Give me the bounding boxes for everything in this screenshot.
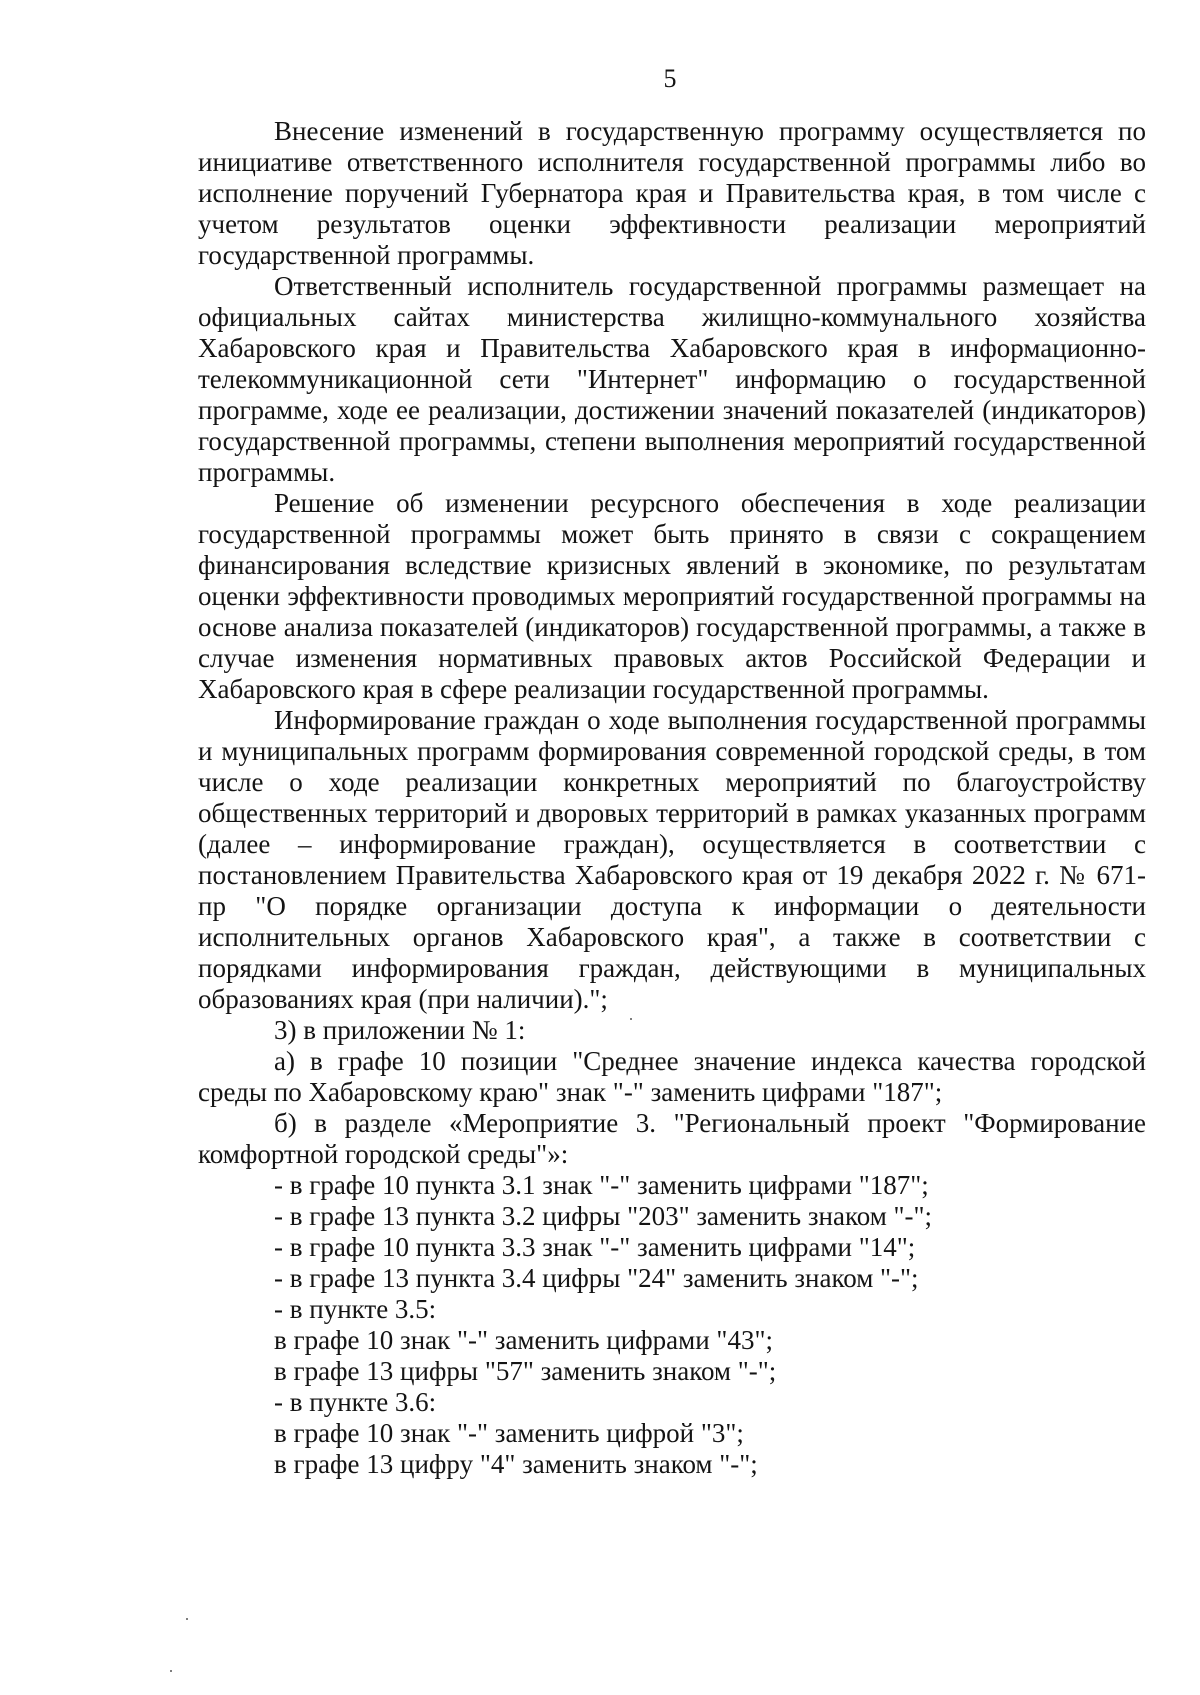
document-body — [198, 116, 1146, 1480]
list-item: - в пункте 3.5: — [274, 1294, 437, 1324]
paragraph-item-b: б) в разделе «Мероприятие 3. "Региональный проект "Формирование комфортной городской среды"»: — [198, 1108, 1146, 1169]
list-item: в графе 13 цифры "57" заменить знаком "-"; — [274, 1356, 777, 1386]
scan-speck — [630, 1018, 632, 1020]
page-number: 5 — [663, 64, 677, 93]
paragraph-program-amendments: Внесение изменений в государственную программу осуществляется по инициативе ответственного исполнителя государственной программы либо во исполнение поручений Губернатора края и Правительства края, в том числе с учетом результатов оценки эффективности реализации мероприятий государственной программы. — [198, 116, 1146, 270]
list-item: - в графе 13 пункта 3.4 цифры "24" заменить знаком "-"; — [274, 1263, 919, 1293]
scan-speck — [170, 1670, 172, 1672]
paragraph-responsible-executor: Ответственный исполнитель государственной программы размещает на официальных сайтах министерства жилищно-коммунального хозяйства Хабаровского края и Правительства Хабаровского края в информационно-телекоммуникационной сети "Интернет" информацию о государственной программе, ходе ее реализации, достижении значений показателей (индикаторов) государственной программы, степени выполнения мероприятий государственной программы. — [198, 271, 1146, 487]
list-item: - в графе 13 пункта 3.2 цифры "203" заменить знаком "-"; — [274, 1201, 933, 1231]
list-item: в графе 13 цифру "4" заменить знаком "-"; — [274, 1449, 758, 1479]
paragraph-resource-decision: Решение об изменении ресурсного обеспечения в ходе реализации государственной программы может быть принято в связи с сокращением финансирования вследствие кризисных явлений в экономике, по результатам оценки эффективности проводимых мероприятий государственной программы на основе анализа показателей (индикаторов) государственной программы, а также в случае изменения нормативных правовых актов Российской Федерации и Хабаровского края в сфере реализации государственной программы. — [198, 488, 1146, 704]
list-item: - в пункте 3.6: — [274, 1387, 437, 1417]
scan-speck — [186, 1618, 188, 1620]
list-item: в графе 10 знак "-" заменить цифрами "43"; — [274, 1325, 773, 1355]
amendment-list — [198, 1170, 1146, 1480]
list-item: - в графе 10 пункта 3.3 знак "-" заменить цифрами "14"; — [274, 1232, 916, 1262]
list-item: - в графе 10 пункта 3.1 знак "-" заменить цифрами "187"; — [274, 1170, 929, 1200]
paragraph-item-a: а) в графе 10 позиции "Среднее значение индекса качества городской среды по Хабаровскому краю" знак "-" заменить цифрами "187"; — [198, 1046, 1146, 1107]
list-item: в графе 10 знак "-" заменить цифрой "3"; — [274, 1418, 744, 1448]
paragraph-citizen-informing: Информирование граждан о ходе выполнения государственной программы и муниципальных программ формирования современной городской среды, в том числе о ходе реализации конкретных мероприятий по благоустройству общественных территорий и дворовых территорий в рамках указанных программ (далее – информирование граждан), осуществляется в соответствии с постановлением Правительства Хабаровского края от 19 декабря 2022 г. № 671-пр "О порядке организации доступа к информации о деятельности исполнительных органов Хабаровского края", а также в соответствии с порядками информирования граждан, действующими в муниципальных образованиях края (при наличии)."; — [198, 705, 1146, 1014]
paragraph-appendix-1: 3) в приложении № 1: — [274, 1015, 526, 1045]
